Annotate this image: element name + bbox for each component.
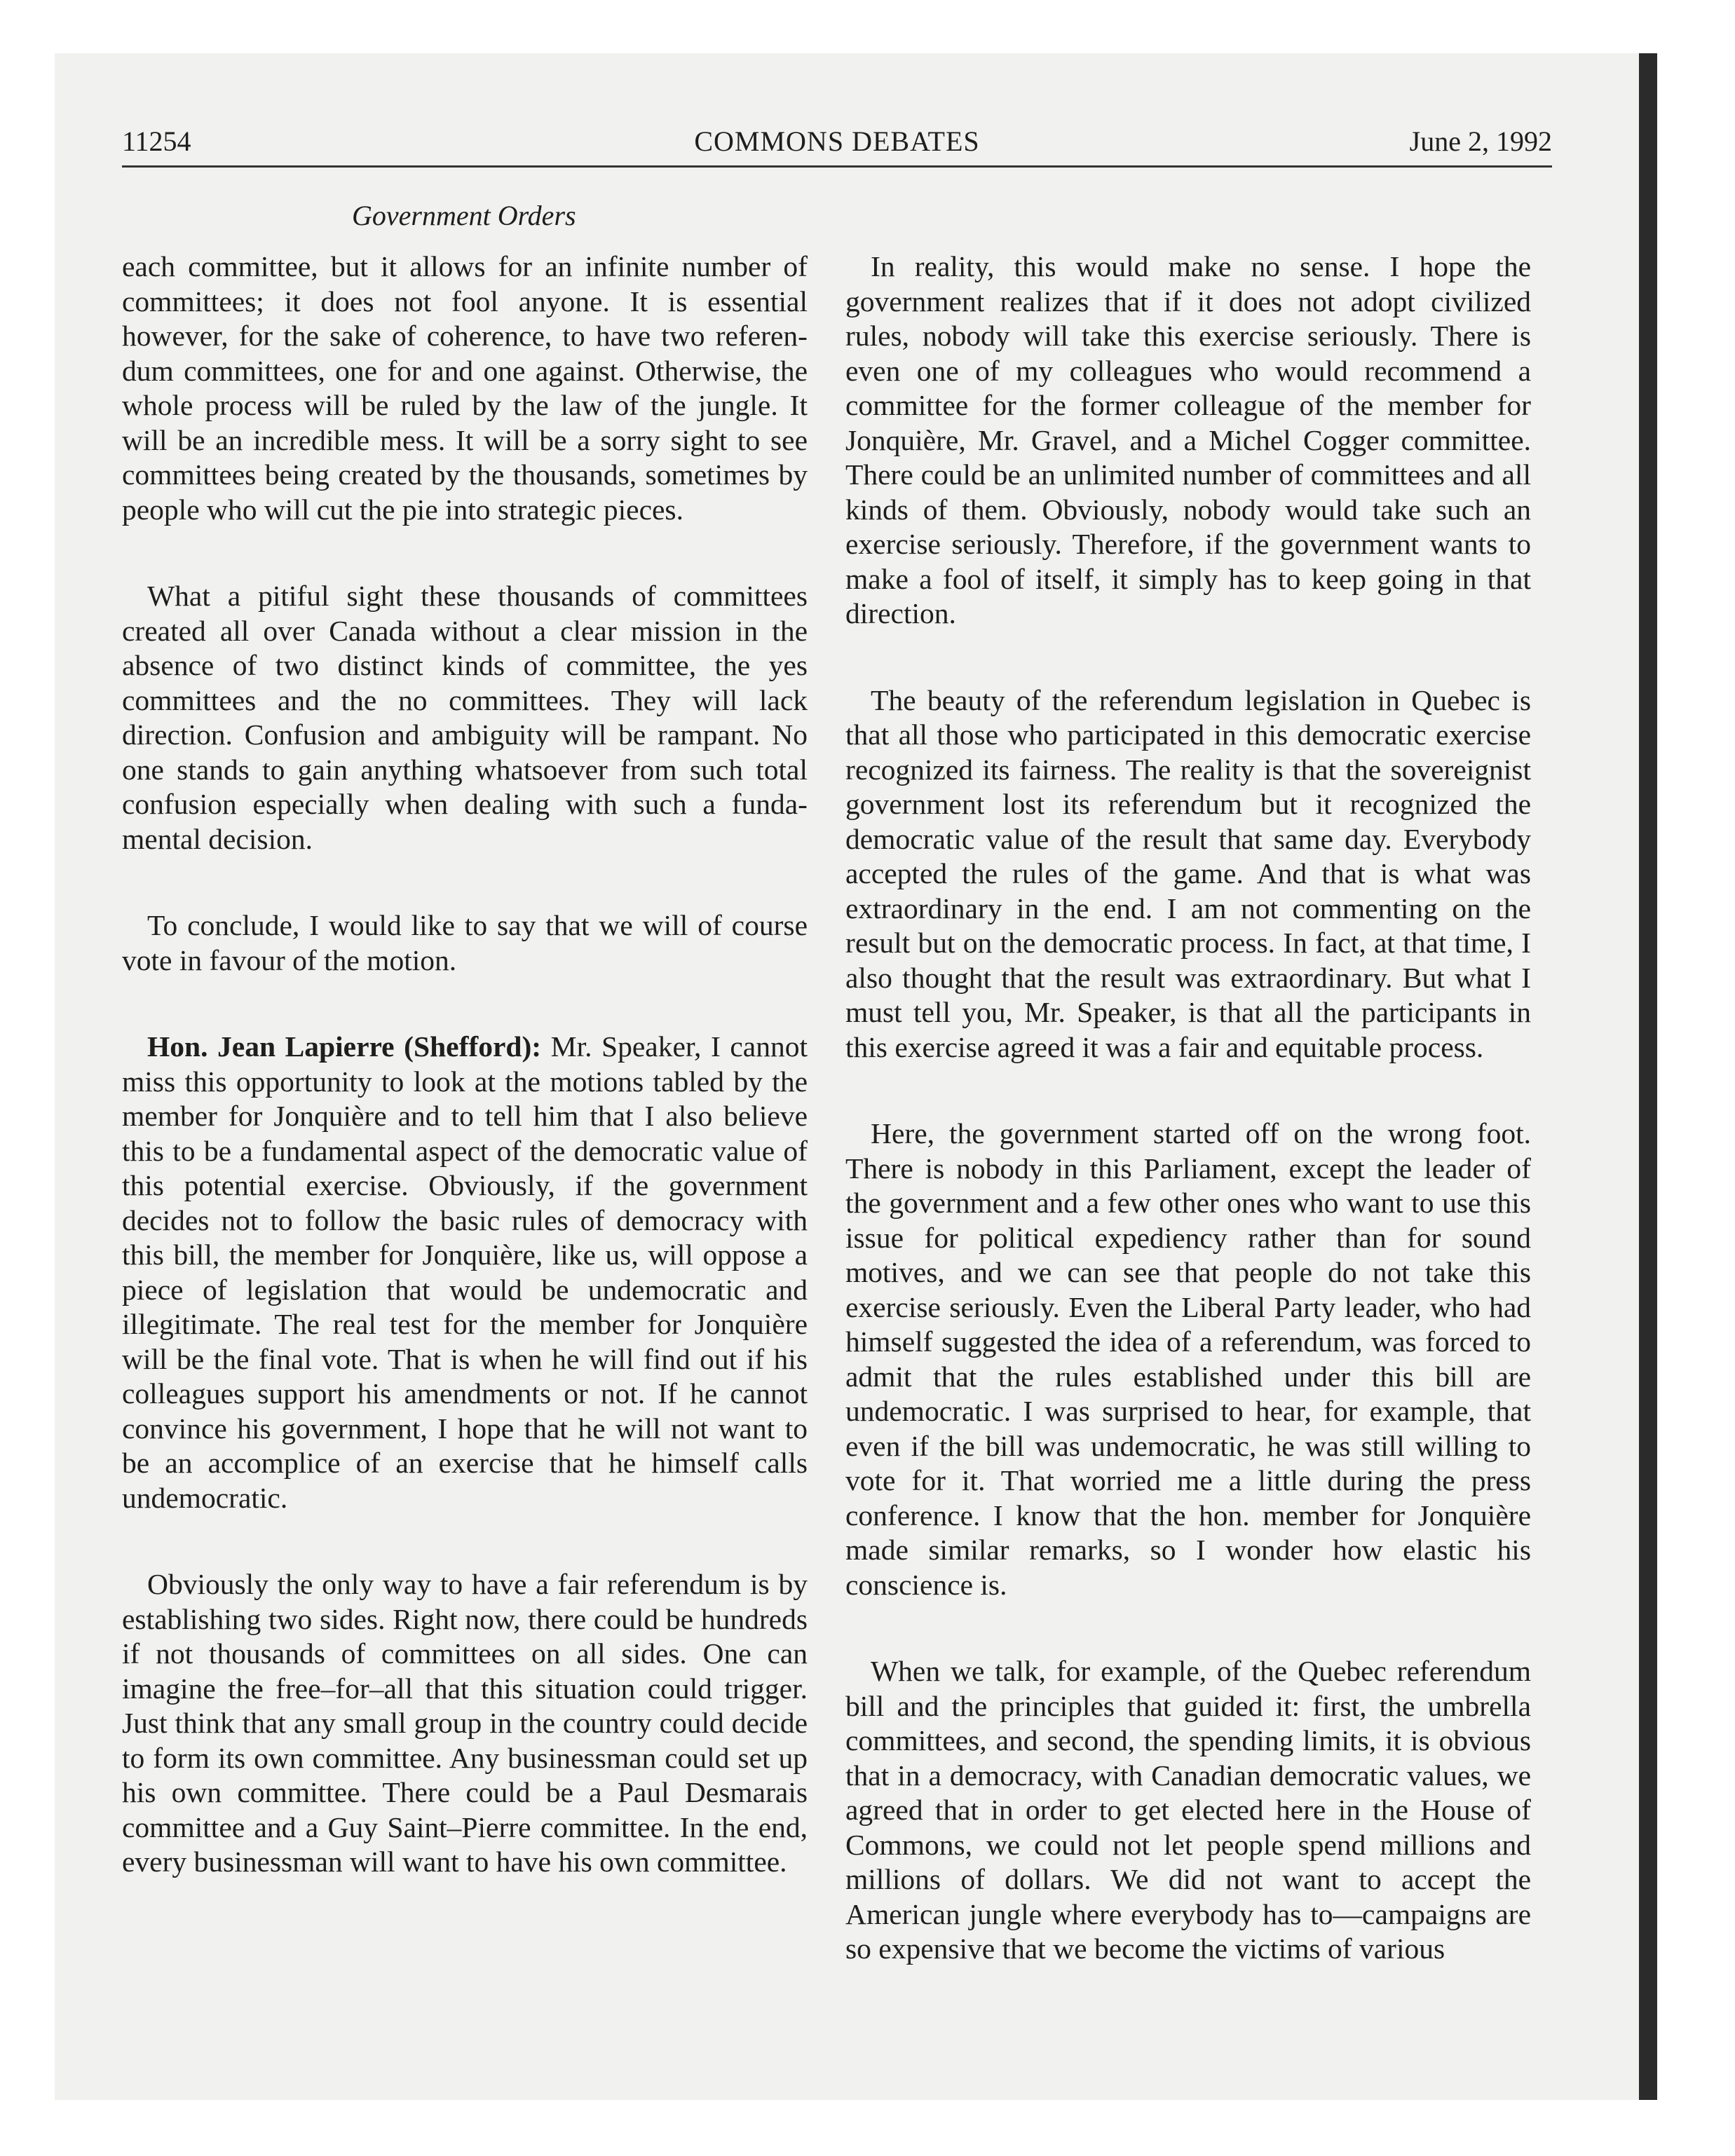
header-rule	[122, 165, 1552, 168]
paragraph	[845, 1654, 1531, 1967]
left-column	[122, 250, 808, 1932]
paragraph	[122, 250, 808, 527]
paragraph	[122, 1030, 808, 1515]
publication-title: COMMONS DEBATES	[694, 125, 980, 157]
paragraph-text: each committee, but it allows for an infinite number of committees; it does not fool anyone. It is essential however, for the sake of coherence, to have two referendum committees, one for and one against. Otherwise, the whole process will be ruled by the law of the jungle. It will be an incredible mess. It will be a sorry sight to see committees being created by the thousands, sometimes by people who will cut the pie into strategic pieces.	[122, 250, 808, 526]
paragraph	[122, 579, 808, 857]
paragraph-text: Here, the government started off on the wrong foot. There is nobody in this Parliament, except the leader of the government and a few other ones who want to use this issue for political expediency rather than for sound motives, and we can see that people do not take this exercise seriously. Even the Liberal Party leader, who had himself suggested the idea of a referendum, was forced to admit that the rules established under this bill are undemocratic. I was surprised to hear, for example, that even if the bill was undemocratic, he was still willing to vote for it. That worried me a little during the press conference. I know that the hon. member for Jonquière made similar remarks, so I wonder how elastic his conscience is.	[845, 1117, 1531, 1601]
paragraph	[845, 683, 1531, 1065]
paragraph-text: Mr. Speaker, I cannot miss this opportunity to look at the motions tabled by the member for Jonquière and to tell him that I also believe this to be a fundamental aspect of the democratic value of this potential exercise. Obviously, if the government decides not to follow the basic rules of democracy with this bill, the member for Jonquière, like us, will oppose a piece of legislation that would be undemocratic and illegitimate. The real test for the member for Jonquière will be the final vote. That is when he will find out if his colleagues support his amendments or not. If he cannot convince his government, I hope that he will not want to be an accomplice of an exercise that he himself calls undemocratic.	[122, 1030, 808, 1514]
speaker-name: Hon. Jean Lapierre (Shefford):	[147, 1030, 542, 1063]
publication-date: June 2, 1992	[1409, 125, 1552, 157]
section-label: Government Orders	[352, 200, 576, 231]
page-number: 11254	[122, 125, 191, 157]
paragraph-text: Obviously the only way to have a fair referendum is by establishing two sides. Right now, there could be hundreds if not thousands of committees on all sides. One can imagine the free–for–all that this situation could trigger. Just think that any small group in the country could decide to form its own committee. Any businessman could set up his own committee. There could be a Paul Desmarais committee and a Guy Saint–Pierre committee. In the end, every businessman will want to have his own committee.	[122, 1568, 808, 1878]
paragraph	[122, 908, 808, 978]
paragraph-text: In reality, this would make no sense. I hope the government realizes that if it does not adopt civilized rules, nobody will take this exercise seriously. There is even one of my colleagues who would recommend a committee for the former colleague of the member for Jonquière, Mr. Gravel, and a Michel Cogger committee. There could be an unlimited number of committees and all kinds of them. Obviously, nobody would take such an exercise seriously. Therefore, if the government wants to make a fool of itself, it simply has to keep going in that direction.	[845, 250, 1531, 629]
paragraph-text: When we talk, for example, of the Quebec referendum bill and the principles that guided it: first, the umbrella committees, and second, the spending limits, it is obvious that in a democracy, with Canadian democratic values, we agreed that in order to get elected here in the House of Commons, we could not let people spend millions and millions of dollars. We did not want to accept the American jungle where everybody has to—campaigns are so expensive that we become the victims of various	[845, 1655, 1531, 1965]
paragraph	[122, 1567, 808, 1880]
paragraph-text: To conclude, I would like to say that we will of course vote in favour of the motion.	[122, 909, 808, 976]
right-column	[845, 250, 1531, 2019]
scan-edge-bar	[1639, 53, 1657, 2100]
paragraph	[845, 1117, 1531, 1602]
page-header	[122, 125, 1552, 164]
paragraph-text: What a pitiful sight these thousands of committees created all over Canada without a clear mission in the absence of two distinct kinds of committee, the yes committees and the no committees. They will lack direction. Confusion and ambiguity will be rampant. No one stands to gain anything whatsoever from such total confusion especially when dealing with such a fundamental decision.	[122, 580, 808, 855]
paragraph	[845, 250, 1531, 632]
paragraph-text: The beauty of the referendum legislation in Quebec is that all those who participated in this democratic exercise recognized its fairness. The reality is that the sovereignist government lost its referendum but it recognized the democratic value of the result that same day. Everybody accepted the rules of the game. And that is what was extraordinary in the end. I am not commenting on the result but on the democratic process. In fact, at that time, I also thought that the result was extraordinary. But what I must tell you, Mr. Speaker, is that all the participants in this exercise agreed it was a fair and equitable process.	[845, 683, 1531, 1063]
